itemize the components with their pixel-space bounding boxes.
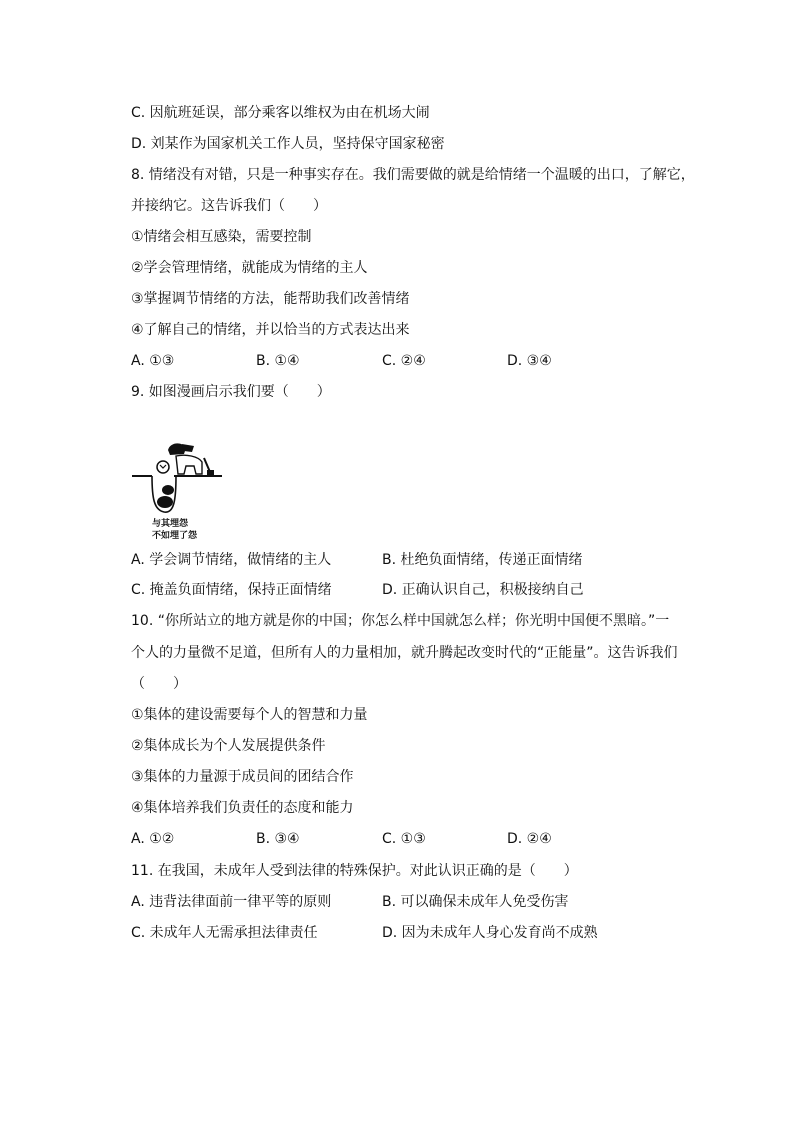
prev-option-c: C. 因航班延误，部分乘客以维权为由在机场大闹 (131, 105, 430, 121)
q11-option-d: D. 因为未成年人身心发育尚不成熟 (382, 925, 598, 941)
q9-option-b: B. 杜绝负面情绪，传递正面情绪 (382, 552, 583, 568)
cartoon-caption-1: 与其埋怨 (152, 519, 189, 529)
q10-option-a: A. ①② (131, 831, 175, 847)
q9-option-a: A. 学会调节情绪，做情绪的主人 (131, 552, 332, 568)
q8-item-4: ④了解自己的情绪，并以恰当的方式表达出来 (131, 322, 410, 338)
q10-stem-line2: 个人的力量微不足道，但所有人的力量相加，就升腾起改变时代的“正能量”。这告诉我们 (131, 645, 678, 661)
q10-stem-line1: 10. “你所站立的地方就是你的中国；你怎么样中国就怎么样；你光明中国便不黑暗。”一 (131, 613, 670, 629)
q10-item-1: ①集体的建设需要每个人的智慧和力量 (131, 707, 368, 723)
cartoon-image (130, 438, 226, 542)
q10-item-2: ②集体成长为个人发展提供条件 (131, 738, 326, 754)
q8-option-b: B. ①④ (256, 353, 300, 369)
q8-stem-line1: 8. 情绪没有对错，只是一种事实存在。我们需要做的就是给情绪一个温暖的出口，了解它， (131, 167, 695, 183)
q10-option-c: C. ①③ (382, 831, 426, 847)
q8-option-c: C. ②④ (382, 353, 426, 369)
q11-option-c: C. 未成年人无需承担法律责任 (131, 925, 318, 941)
q10-item-3: ③集体的力量源于成员间的团结合作 (131, 769, 354, 785)
q8-stem-line2: 并接纳它。这告诉我们（ ） (131, 198, 327, 214)
q11-option-b: B. 可以确保未成年人免受伤害 (382, 894, 569, 910)
q10-stem-line3: （ ） (131, 676, 187, 692)
q11-stem: 11. 在我国，未成年人受到法律的特殊保护。对此认识正确的是（ ） (131, 863, 578, 879)
q8-option-a: A. ①③ (131, 353, 175, 369)
q8-item-3: ③掌握调节情绪的方法，能帮助我们改善情绪 (131, 291, 410, 307)
q8-option-d: D. ③④ (507, 353, 552, 369)
cartoon-caption-2: 不如埋了怨 (152, 531, 198, 541)
q11-option-a: A. 违背法律面前一律平等的原则 (131, 894, 332, 910)
q8-item-1: ①情绪会相互感染，需要控制 (131, 229, 312, 245)
q10-option-d: D. ②④ (507, 831, 552, 847)
q10-item-4: ④集体培养我们负责任的态度和能力 (131, 800, 354, 816)
q9-stem: 9. 如图漫画启示我们要（ ） (131, 384, 331, 400)
q9-option-d: D. 正确认识自己，积极接纳自己 (382, 582, 584, 598)
prev-option-d: D. 刘某作为国家机关工作人员，坚持保守国家秘密 (131, 136, 445, 152)
q8-item-2: ②学会管理情绪，就能成为情绪的主人 (131, 260, 368, 276)
q9-option-c: C. 掩盖负面情绪，保持正面情绪 (131, 582, 332, 598)
q10-option-b: B. ③④ (256, 831, 300, 847)
